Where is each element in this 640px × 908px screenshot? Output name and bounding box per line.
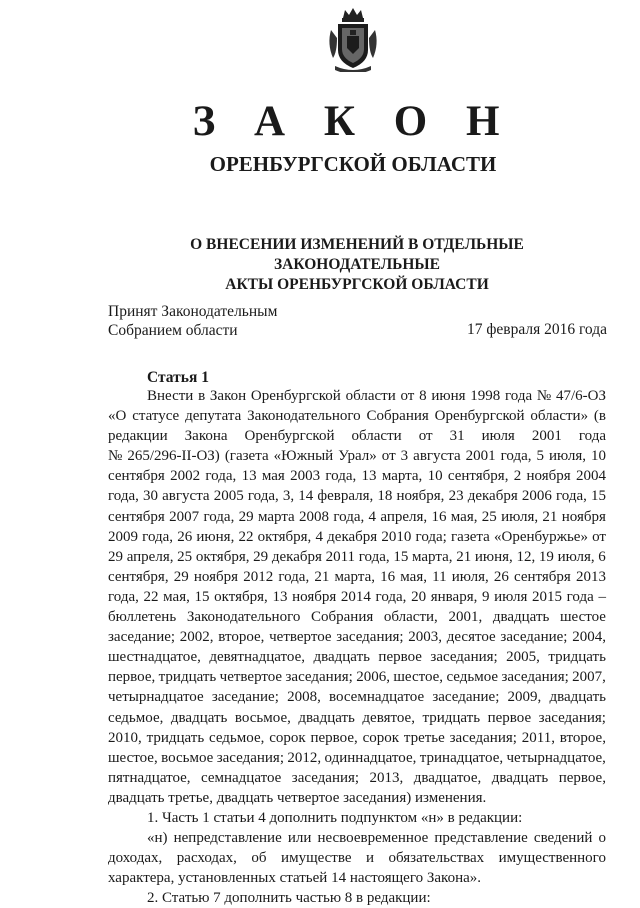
body-text-line: 2. Статью 7 дополнить частью 8 в редакции:: [147, 890, 431, 907]
body-text-line: 1. Часть 1 статьи 4 дополнить подпунктом «н» в редакции:: [147, 809, 523, 826]
body-text-line: заседание; 2002, второе, четвертое заседания; 2003, десятое заседание; 2004,: [108, 629, 606, 646]
adoption-line: Собранием области: [108, 321, 238, 339]
body-text-line: двадцать третье, двадцать четвертое заседания) изменения.: [108, 789, 487, 806]
law-subject-line: О ВНЕСЕНИИ ИЗМЕНЕНИЙ В ОТДЕЛЬНЫЕ ЗАКОНОДАТЕЛЬНЫЕ: [190, 236, 524, 273]
adoption-line: Принят Законодательным: [108, 303, 278, 320]
body-text-line: года, 22 мая, 15 октября, 13 ноября 2014 года, 20 января, 9 июля 2015 года –: [108, 588, 606, 605]
body-text-line: бюллетень Законодательного Собрания области, 2001, двадцать шестое: [108, 609, 606, 626]
body-text-line: сентября 2007 года, 29 марта 2008 года, 4 апреля, 16 мая, 25 июля, 21 ноября: [108, 508, 606, 525]
adoption-info: [108, 303, 277, 340]
law-subject: [108, 235, 606, 295]
law-subject-line: АКТЫ ОРЕНБУРГСКОЙ ОБЛАСТИ: [225, 276, 489, 293]
law-title: З А К О Н: [192, 98, 514, 145]
body-text-line: года, 30 августа 2005 года, 3, 14 февраля, 18 ноября, 23 декабря 2006 года, 15: [108, 488, 606, 505]
body-text-line: Внести в Закон Оренбургской области от 8 июня 1998 года № 47/6-ОЗ: [147, 388, 606, 404]
region-name: ОРЕНБУРГСКОЙ ОБЛАСТИ: [209, 152, 497, 176]
body-text-line: редакции Закона Оренбургской области от 31 июля 2001 года: [108, 428, 606, 445]
body-text-line: четырнадцатое заседание; 2008, восемнадцатое заседание; 2009, двадцать: [108, 689, 606, 706]
orenburg-coat-of-arms-icon: [325, 8, 381, 72]
body-text-line: 29 апреля, 25 октября, 29 декабря 2011 года, 15 марта, 21 июня, 12, 19 июля, 6: [108, 548, 606, 565]
body-text-line: шестое, восьмое заседания; 2012, одиннадцатое, тринадцатое, четырнадцатое,: [108, 749, 606, 766]
body-text-line: «н) непредставление или несвоевременное представление сведений о: [147, 830, 606, 847]
body-text-line: 2009 года, 26 июня, 22 октября, 4 декабря 2010 года; газета «Оренбуржье» от: [108, 528, 606, 545]
body-text-line: 2010, тридцать седьмое, сорок первое, сорок третье заседания; 2011, второе,: [108, 729, 606, 746]
body-text-line: № 265/296-II-ОЗ) (газета «Южный Урал» от 3 августа 2001 года, 5 июля, 10: [108, 448, 606, 465]
body-text-line: первое, тридцать четвертое заседания; 2006, шестое, седьмое заседания; 2007,: [108, 669, 606, 686]
body-text-line: седьмое, двадцать восьмое, двадцать девятое, тридцать первое заседания;: [108, 709, 606, 726]
body-text-line: характера, установленных статьей 14 настоящего Закона».: [108, 870, 482, 887]
body-text-line: шестнадцатое, девятнадцатое, двадцать первое заседания; 2005, тридцать: [108, 649, 606, 666]
article-body: [108, 386, 606, 908]
body-text-line: «О статусе депутата Законодательного Собрания Оренбургской области» (в: [108, 408, 606, 425]
article-heading: Статья 1: [147, 369, 209, 386]
body-text-line: пятнадцатое, семнадцатое заседания; 2013, двадцатое, двадцать первое,: [108, 769, 606, 786]
adoption-date: 17 февраля 2016 года: [466, 321, 607, 338]
body-text-line: сентября, 29 ноября 2012 года, 21 марта, 16 мая, 11 июля, 26 сентября 2013: [108, 568, 606, 585]
body-text-line: сентября 2002 года, 13 мая 2003 года, 13 марта, 10 сентября, 2 ноября 2004: [108, 468, 606, 485]
body-text-line: доходах, расходах, об имуществе и обязательствах имущественного: [108, 850, 606, 867]
